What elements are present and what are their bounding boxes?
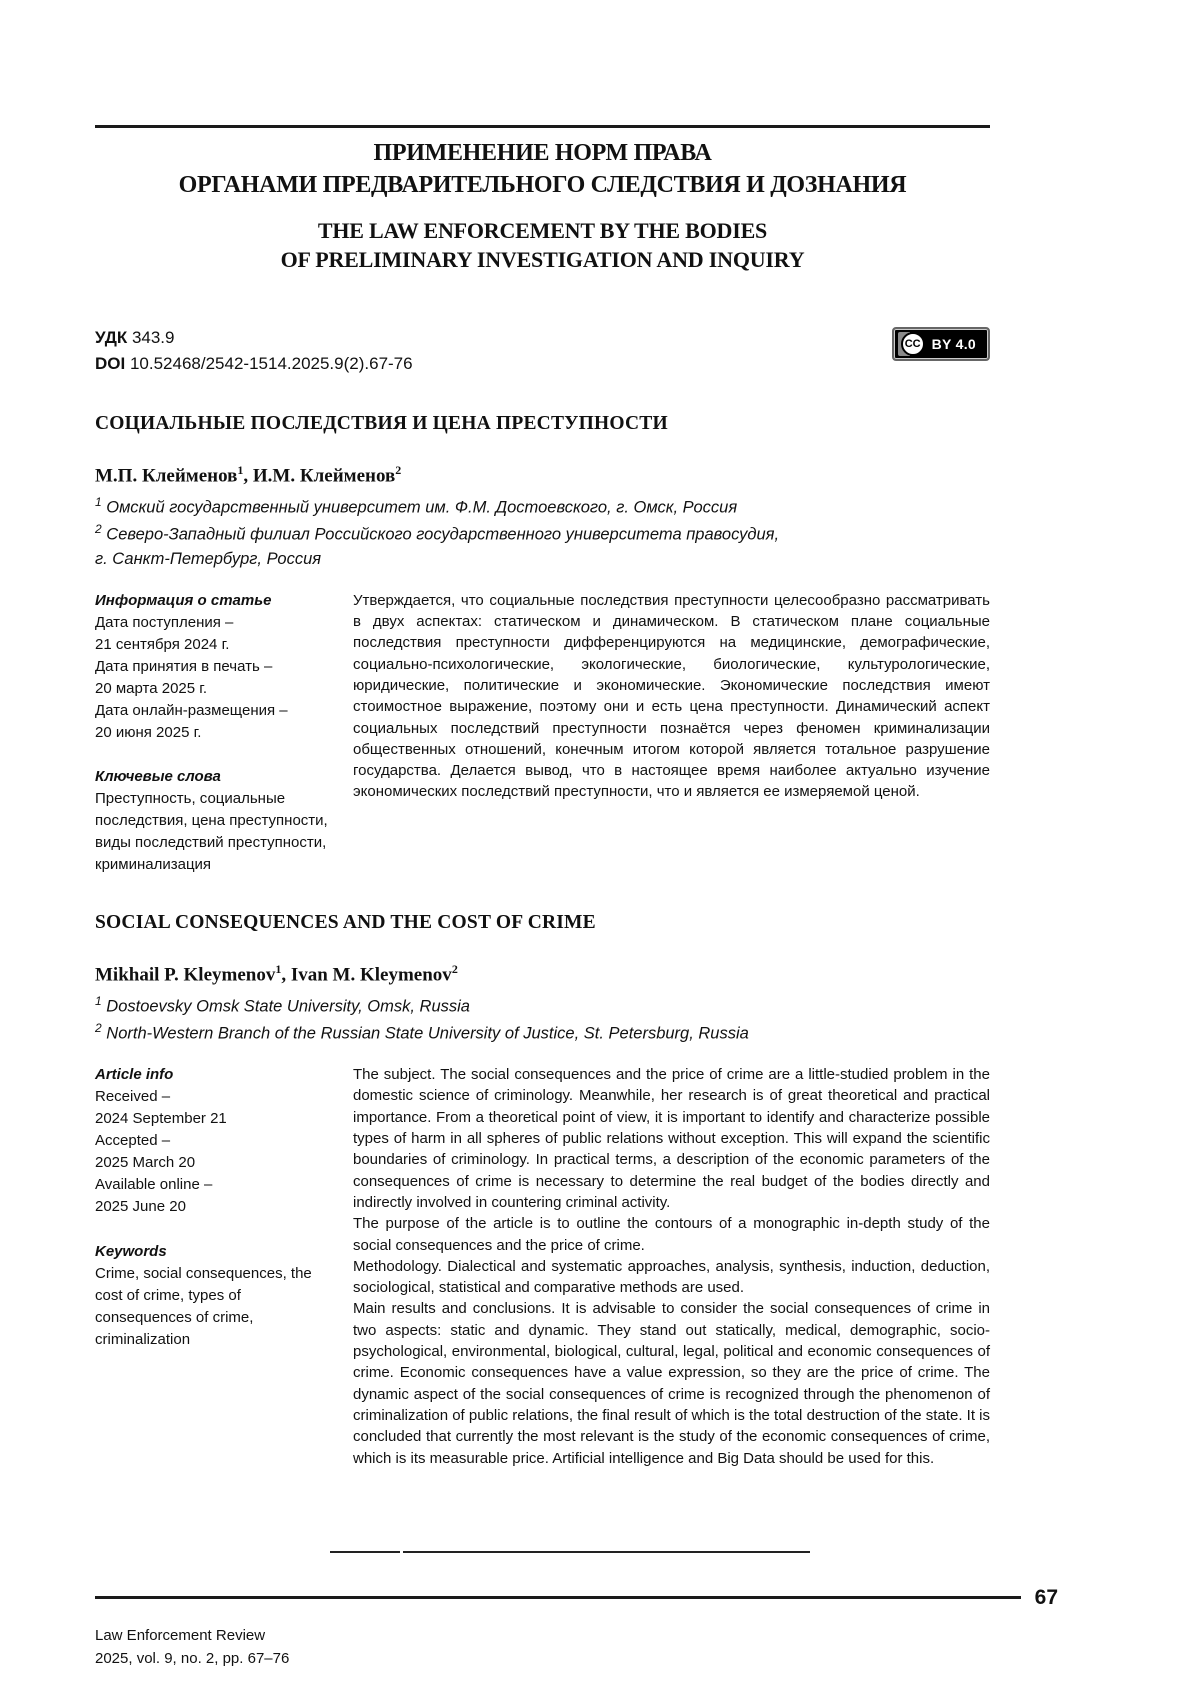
- info-ru-line: 20 марта 2025 г.: [95, 679, 208, 697]
- divider-segment: [330, 1551, 400, 1553]
- spacer: [95, 1219, 337, 1241]
- info-ru-line: Дата онлайн-размещения –: [95, 702, 288, 720]
- affiliation-en-2-text: North-Western Branch of the Russian State University of Justice, St. Petersburg, Russia: [106, 1024, 749, 1043]
- affiliation-ru-1-text: Омский государственный университет им. Ф.М. Достоевского, г. Омск, Россия: [106, 498, 738, 517]
- author-ru-2-affiliation-mark: 2: [395, 463, 402, 478]
- english-info-abstract-block: [95, 1064, 990, 1469]
- affiliation-ru-1-mark: 1: [95, 494, 102, 509]
- divider-segment: [403, 1551, 810, 1553]
- meta-identifiers: [95, 325, 413, 378]
- author-ru-1-affiliation-mark: 1: [237, 463, 244, 478]
- article-title-russian: СОЦИАЛЬНЫЕ ПОСЛЕДСТВИЯ И ЦЕНА ПРЕСТУПНОСТИ: [95, 413, 668, 435]
- keywords-en-text: Crime, social consequences, the cost of crime, types of consequences of crime, criminalization: [95, 1264, 312, 1348]
- info-en-line: Available online –: [95, 1176, 213, 1194]
- rubric-en-line1: THE LAW ENFORCEMENT BY THE BODIES: [317, 218, 768, 244]
- affiliation-en-2-mark: 2: [95, 1020, 102, 1035]
- abstract-russian: [353, 590, 990, 877]
- author-ru-2: И.М. Клейменов: [252, 465, 396, 487]
- keywords-en-heading: Keywords: [95, 1242, 167, 1260]
- rubric-en-line2: OF PRELIMINARY INVESTIGATION AND INQUIRY: [280, 246, 805, 272]
- rubric-ru-line2: ОРГАНАМИ ПРЕДВАРИТЕЛЬНОГО СЛЕДСТВИЯ И ДОЗНАНИЯ: [178, 171, 907, 198]
- authors-russian: [95, 463, 990, 487]
- author-ru-1: М.П. Клейменов: [95, 465, 238, 487]
- affiliation-ru-1: [95, 493, 990, 520]
- article-info-russian: [95, 590, 337, 877]
- article-info-english: [95, 1064, 337, 1469]
- info-en-heading: Article info: [95, 1066, 174, 1084]
- cc-icon: CC: [901, 332, 925, 356]
- author-en-1: Mikhail P. Kleymenov: [95, 964, 276, 986]
- author-en-2-affiliation-mark: 2: [451, 962, 458, 977]
- rubric-ru-line1: ПРИМЕНЕНИЕ НОРМ ПРАВА: [373, 140, 712, 166]
- authors-english: [95, 962, 990, 986]
- affiliation-ru-2-text-cont: г. Санкт-Петербург, Россия: [95, 550, 322, 569]
- rubric-title-english: [95, 217, 990, 274]
- affiliation-en-1-text: Dostoevsky Omsk State University, Omsk, Russia: [106, 997, 470, 1016]
- abstract-en-paragraph: The subject. The social consequences and the price of crime are a little-studied problem in the domestic science of criminology. Meanwhile, her research is of great theoretical and practical importance. From a theoretical point of view, it is important to identify and characterize possible types of harm in all spheres of public relations without exception. This will expand the scientific boundaries of criminology. In practical terms, a description of the economic parameters of the consequences of crime is necessary to determine the real budget of the bodies directly and indirectly involved in countering criminal activity.: [353, 1066, 990, 1211]
- keywords-ru-text: Преступность, социальные последствия, цена преступности, виды последствий преступности, криминализация: [95, 790, 328, 874]
- info-ru-line: Дата поступления –: [95, 613, 234, 631]
- author-en-2: Ivan M. Kleymenov: [290, 964, 452, 986]
- page-number: 67: [1034, 1585, 1058, 1609]
- meta-row: [95, 325, 990, 378]
- abstract-ru-paragraph: Утверждается, что социальные последствия преступности целесообразно рассматривать в двух аспектах: статическом и динамическом. В статическом плане социальные последствия преступности дифференцируются на медицинские, демографические, социально-психологические, экологические, биологические, культурологические, юридические, политические и экономические. Экономические последствия имеют стоимостное выражение, поэтому они и есть цена преступности. Динамический аспект социальных последствий преступности познаётся через феномен криминализации общественных отношений, конечным итогом которой является тотальное разрушение государства. Делается вывод, что в настоящее время наиболее актуально изучение экономических последствий преступности, что и является ее измеряемой ценой.: [353, 591, 990, 801]
- doi-label: DOI: [95, 353, 126, 373]
- udc-line: [95, 325, 413, 351]
- journal-citation: [95, 1624, 990, 1671]
- info-en-line: Received –: [95, 1088, 171, 1106]
- authors-en-separator: ,: [281, 964, 291, 986]
- section-end-divider: [330, 1551, 990, 1553]
- footer-rule-row: [95, 1587, 1058, 1608]
- authors-ru-separator: ,: [243, 465, 253, 487]
- affiliation-ru-2: [95, 520, 990, 572]
- affiliation-en-2: [95, 1019, 990, 1046]
- journal-issue-pages: 2025, vol. 9, no. 2, pp. 67–76: [95, 1650, 290, 1668]
- affiliation-en-1-mark: 1: [95, 993, 102, 1008]
- article-title-english: SOCIAL CONSEQUENCES AND THE COST OF CRIME: [95, 912, 596, 934]
- affiliations-english: [95, 992, 990, 1047]
- info-en-line: Accepted –: [95, 1132, 171, 1150]
- affiliations-russian: [95, 493, 990, 572]
- journal-name: Law Enforcement Review: [95, 1626, 266, 1644]
- author-en-1-affiliation-mark: 1: [275, 962, 282, 977]
- keywords-ru-heading: Ключевые слова: [95, 768, 221, 786]
- info-ru-line: Дата принятия в печать –: [95, 657, 273, 675]
- udc-value: 343.9: [131, 327, 175, 347]
- top-divider: [95, 125, 990, 128]
- footer-divider: [95, 1596, 1021, 1599]
- info-en-line: 2024 September 21: [95, 1110, 227, 1128]
- info-ru-heading: Информация о статье: [95, 591, 272, 609]
- russian-info-abstract-block: [95, 590, 990, 877]
- spacer: [95, 744, 337, 766]
- abstract-en-paragraph: Main results and conclusions. It is advisable to consider the social consequences of crime in two aspects: static and dynamic. They stand out statically, medical, demographic, socio-psychological, environmental, biological, cultural, legal, political and economic consequences of crime. Economic consequences have a value expression, so they are the price of crime. The dynamic aspect of the social consequences of crime is recognized through the phenomenon of criminalization of public relations, the final result of which is the total destruction of the state. It is concluded that currently the most relevant is the study of the economic consequences of crime, which is its measurable price. Artificial intelligence and Big Data should be used for this.: [353, 1300, 990, 1467]
- rubric-title-russian: [95, 138, 990, 201]
- affiliation-ru-2-text: Северо-Западный филиал Российского государственного университета правосудия,: [106, 525, 780, 544]
- info-ru-line: 21 сентября 2024 г.: [95, 635, 230, 653]
- doi-value: 10.52468/2542-1514.2025.9(2).67-76: [129, 353, 413, 373]
- udc-label: УДК: [95, 327, 128, 347]
- info-en-line: 2025 March 20: [95, 1154, 196, 1172]
- info-ru-line: 20 июня 2025 г.: [95, 724, 202, 742]
- affiliation-en-1: [95, 992, 990, 1019]
- info-en-line: 2025 June 20: [95, 1198, 186, 1216]
- abstract-en-paragraph: Methodology. Dialectical and systematic approaches, analysis, synthesis, induction, deduction, sociological, statistical and comparative methods are used.: [353, 1257, 990, 1297]
- abstract-en-paragraph: The purpose of the article is to outline the contours of a monographic in-depth study of the social consequences and the price of crime.: [353, 1215, 990, 1254]
- affiliation-ru-2-mark: 2: [95, 521, 102, 536]
- cc-license-badge: [892, 327, 990, 361]
- doi-line: [95, 351, 413, 377]
- abstract-english: [353, 1064, 990, 1469]
- cc-license-label: BY 4.0: [931, 335, 976, 352]
